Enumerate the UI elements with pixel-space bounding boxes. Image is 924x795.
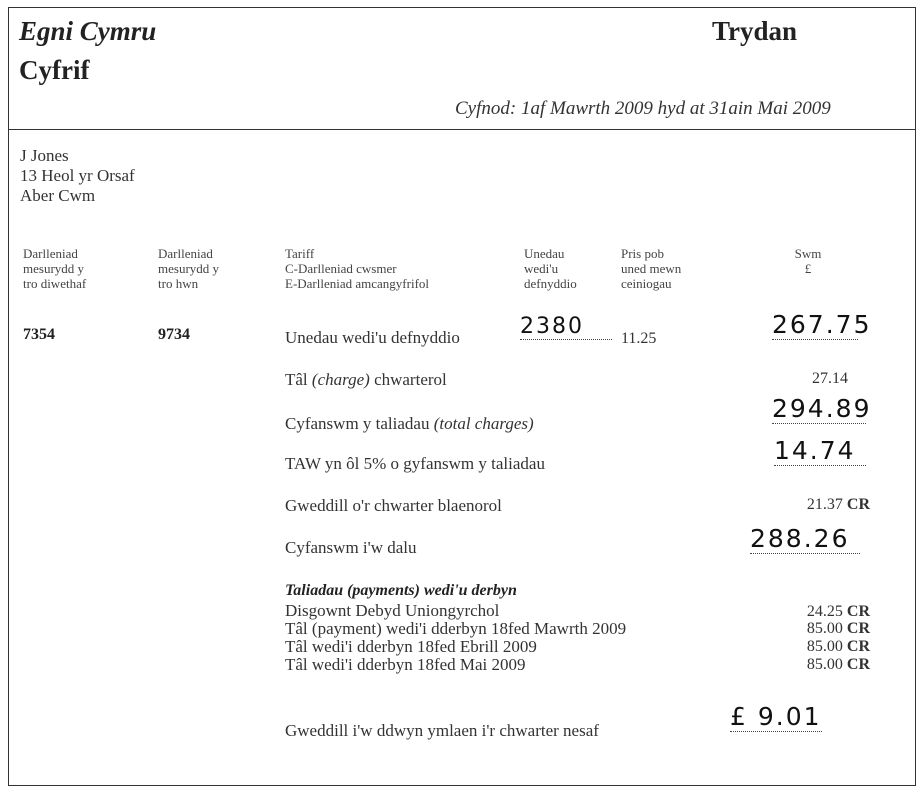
column-header-previous-reading: Darlleniad mesurydd y tro diwethaf <box>23 246 87 291</box>
payment-item-label: Tâl wedi'i dderbyn 18fed Ebrill 2009 <box>285 637 537 656</box>
payment-item-label: Tâl (payment) wedi'i dderbyn 18fed Mawrth 2009 <box>285 619 627 638</box>
document-title: Cyfrif <box>19 55 90 85</box>
amount-due-label: Cyfanswm i'w dalu <box>285 538 417 557</box>
units-amount-value: 267.75 <box>772 310 872 339</box>
previous-reading-value: 7354 <box>23 326 55 343</box>
units-used-label: Unedau wedi'u defnyddio <box>285 328 460 347</box>
carry-forward-label: Gweddill i'w ddwyn ymlaen i'r chwarter nesaf <box>285 721 599 740</box>
column-header-amount: Swm £ <box>794 246 822 276</box>
header-divider <box>8 129 916 130</box>
column-header-current-reading: Darlleniad mesurydd y tro hwn <box>158 246 220 291</box>
vat-label: TAW yn ôl 5% o gyfanswm y taliadau <box>285 454 545 473</box>
price-per-unit-value: 11.25 <box>621 330 657 347</box>
quarterly-charge-label: Tâl (charge) chwarterol <box>285 370 447 389</box>
payment-item-amount: 24.25 CR <box>806 603 870 620</box>
units-used-value: 2380 <box>520 314 612 340</box>
total-charges-amount: 294.89 <box>772 394 872 423</box>
customer-name: J Jones <box>20 146 69 165</box>
payment-item-amount: 85.00 CR <box>806 656 870 673</box>
quarterly-charge-amount: 27.14 <box>812 370 848 387</box>
amount-due-value: 288.26 <box>750 524 860 554</box>
column-header-units-used: Unedau wedi'u defnyddio <box>524 246 577 291</box>
previous-balance-label: Gweddill o'r chwarter blaenorol <box>285 496 502 515</box>
address-line-2: Aber Cwm <box>20 186 96 205</box>
column-header-price-per-unit: Pris pob uned mewn ceiniogau <box>621 246 682 291</box>
payment-item-amount: 85.00 CR <box>806 638 870 655</box>
vat-amount: 14.74 <box>774 436 866 466</box>
payments-heading: Taliadau (payments) wedi'u derbyn <box>285 582 517 599</box>
billing-period: Cyfnod: 1af Mawrth 2009 hyd at 31ain Mai 2009 <box>455 98 831 119</box>
company-name: Egni Cymru <box>19 16 157 46</box>
payment-item-label: Tâl wedi'i dderbyn 18fed Mai 2009 <box>285 655 526 674</box>
column-header-tariff: Tariff C-Darlleniad cwsmer E-Darlleniad amcangyfrifol <box>285 246 430 291</box>
current-reading-value: 9734 <box>158 326 190 343</box>
previous-balance-amount: 21.37 CR <box>806 496 870 513</box>
payment-item-label: Disgownt Debyd Uniongyrchol <box>285 601 500 620</box>
address-line-1: 13 Heol yr Orsaf <box>20 166 135 185</box>
payment-item-amount: 85.00 CR <box>806 620 870 637</box>
carry-forward-amount: £ 9.01 <box>730 702 822 731</box>
total-charges-label: Cyfanswm y taliadau (total charges) <box>285 414 534 433</box>
service-type: Trydan <box>712 16 798 46</box>
